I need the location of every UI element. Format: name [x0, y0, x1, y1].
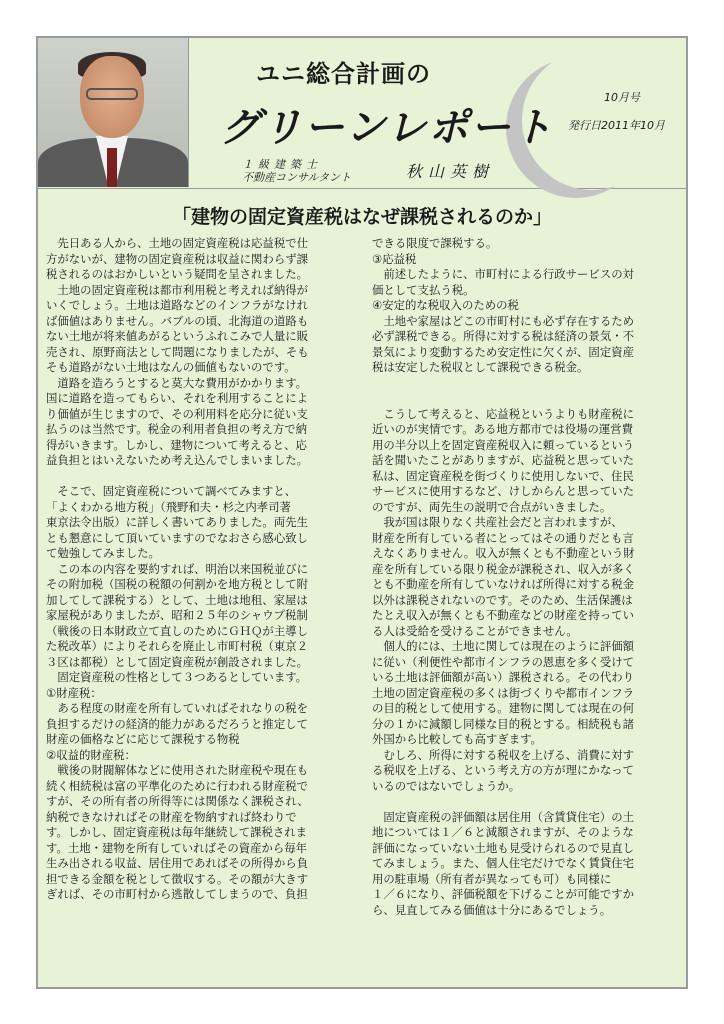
text-line: 続く相続税は富の平準化のために行われる財産税で [46, 778, 308, 793]
author-photo [38, 38, 189, 187]
text-line: てみましょう。また、個人住宅だけでなく賃貸住宅 [372, 856, 634, 870]
text-line: 固定資産税の評価額は居住用（含賃貸住宅）の土 [372, 809, 634, 824]
text-line: ある程度の財産を所有していればそれなりの税を [46, 701, 308, 715]
text-line: そも道路がない土地はなんの価値もないのです。 [46, 360, 296, 374]
text-line: とも懇意にして頂いていますのでなおさら感心致し [46, 530, 308, 545]
text-line: 税は安定した税収として課税できる税金。 [372, 360, 589, 374]
text-line: ぎれば、その市町村から逃散してしまうので、負担 [46, 887, 308, 901]
text-line: 担できる金額を税として徴収する。その額が大きす [46, 871, 308, 886]
text-line: のですが、両先生の説明で合点がいきました。 [372, 499, 612, 514]
text-line [372, 376, 668, 392]
text-line: こうして考えると、応益税というよりも財産税に [372, 406, 634, 421]
text-line: 評価になっていない土地も見受けられるので見直し [372, 840, 634, 855]
text-line: 地については１／６と減額されますが、そのような [372, 825, 634, 839]
text-line: 以外は課税されないのです。そのため、生活保護は [372, 592, 633, 607]
text-line: ３区は都税）として固定資産税が創設されました。 [46, 654, 308, 669]
text-line: とも不動産を所有していなければ所得に対する税金 [372, 577, 634, 591]
text-line: 負担するだけの経済的能力があるだろうと推定して [46, 716, 308, 731]
text-line: 税されるのはおかしいという疑問を呈されました。 [46, 267, 308, 281]
text-line: る税収を上げる、という考え方の方が理にかなって [372, 763, 634, 777]
photo-tie [107, 148, 117, 187]
author-name: 秋山英樹 [406, 162, 495, 181]
text-line: （戦後の日本財政立て直しのためにＧＨＱが主導し [46, 623, 308, 638]
issue-date: 発行日2011年10月 [568, 119, 665, 132]
text-line: ④安定的な税収入のための税 [372, 298, 519, 312]
newsletter-header [38, 38, 686, 189]
text-line: 必ず課税できる。所得に対する税は経済の景気・不 [372, 329, 634, 343]
text-line: 先日ある人から、土地の固定資産税は応益税で仕 [46, 236, 308, 250]
text-line: 固定資産税の性格として３つあるとしています。 [46, 670, 308, 684]
text-line: この本の内容を要約すれば、明治以来国税並びに [46, 561, 308, 576]
text-line: す。土地・建物を所有していればその資産から毎年 [46, 840, 308, 855]
text-line: 加してして課税する）として、土地は地租、家屋は [46, 592, 308, 607]
title-line2: グリーンレポート [220, 105, 555, 151]
text-line: そこで、固定資産税について調べてみますと、 [46, 484, 297, 498]
qualification-architect: １級建築士 [242, 158, 322, 171]
text-line: 話を聞いたことがありますが、応益税と思っていた [372, 453, 634, 467]
text-line [46, 469, 342, 485]
text-line: 売され、原野商法として問題になりましたが、そも [46, 344, 309, 359]
text-line [372, 391, 668, 407]
text-line: えなくありません。収入が無くとも不動産という財 [372, 546, 635, 560]
text-line: 財産を所有している者にとってはその通りだとも言 [372, 530, 634, 545]
text-line: す。しかし、固定資産税は毎年継続して課税されま [46, 825, 308, 839]
text-line: ①財産税： [46, 685, 102, 700]
text-line: 土地の固定資産税は都市利用税と考えれば納得が [46, 282, 308, 297]
text-line: 方がないが、建物の固定資産税は収益に関わらず課 [46, 251, 308, 266]
left-column [46, 236, 342, 903]
text-line: 戦後の財閥解体などに使用された財産税や現在も [46, 763, 308, 777]
text-line: 納税できなければその財産を物納すれば終わりで [46, 809, 297, 824]
text-line: いくでしょう。土地は道路などのインフラがなけれ [46, 298, 308, 312]
text-line: 東京法令出版）に詳しく書いてありました。両先生 [46, 515, 308, 529]
text-line: ない土地が将来値あがるというふれこみで人量に販 [46, 329, 308, 343]
article-headline: 「建物の固定資産税はなぜ課税されるのか」 [171, 206, 552, 228]
text-line: たとえ収入が無くとも不動産などの財産を持ってい [372, 608, 634, 622]
text-line: ②収益的財産税： [46, 747, 136, 762]
text-line: 「よくわかる地方税」（飛野和夫・杉之内孝司著 [46, 499, 291, 514]
text-line: り価値が生じますので、その利用料を応分に従い支 [46, 406, 308, 421]
text-line: 道路を造ろうとすると莫大な費用がかかります。 [46, 375, 308, 390]
text-line: 我が国は限りなく共産社会だと言われますが、 [372, 515, 623, 529]
text-line: て勉強してみました。 [46, 546, 160, 560]
text-line: サービスに使用するなど、けしからんと思っていた [372, 484, 634, 498]
text-line: 景気により変動するため安定性に欠くが、固定資産 [372, 344, 634, 359]
issue-label: 10月号 [604, 91, 640, 104]
text-line: 用の半分以上を固定資産税収入に頼っているという [372, 437, 634, 452]
text-line: 産を所有している限り税金が課税され、収入が多く [372, 561, 635, 576]
text-line: 分の１かに減額し同様な目的税とする。相続税も諸 [372, 716, 634, 731]
text-line: に従い（利便性や都市インフラの恩恵を多く受けて [372, 654, 634, 669]
text-line: 土地の固定資産税の多くは街づくりや都市インフラ [372, 685, 634, 700]
text-line: 国に道路を造ってもらい、それを利用することによ [46, 391, 308, 405]
text-line: ば価値はありません。バブルの頃、北海道の道路も [46, 313, 309, 328]
text-line: 土地や家屋はどこの市町村にも必ず存在するため [372, 313, 634, 328]
text-line: た税改革）によりそれらを廃止し市町村税（東京２ [46, 639, 308, 653]
text-line: 前述したように、市町村による行政サービスの対 [372, 267, 634, 281]
text-line: 益負担とはいえないため考え込んでしまいました。 [46, 453, 308, 467]
text-line: 個人的には、土地に関しては現在のように評価額 [372, 639, 634, 653]
qualification-consultant: 不動産コンサルタント [242, 171, 352, 184]
text-line: むしろ、所得に対する税収を上げる、消費に対す [372, 747, 634, 762]
text-line: ③応益税 [372, 251, 417, 266]
text-line: その附加税（国税の税額の何割かを地方税として附 [46, 577, 308, 591]
right-column [372, 236, 668, 918]
newsletter-frame [36, 36, 688, 989]
text-line: 生み出される収益、居住用であればその所得から負 [46, 856, 308, 870]
text-line: すが、その所有者の所得等には関係なく課税され、 [46, 794, 309, 808]
text-line: いるのではないでしょうか。 [372, 778, 521, 793]
text-line: の目的税として使用する。建物に関しては現在の何 [372, 701, 634, 715]
text-line: 用の駐車場（所有者が異なっても可）も同様に [372, 871, 612, 886]
text-line: いる土地は評価額が高い）課税される。その代わり [372, 670, 634, 684]
text-line: 得がいきます。しかし、建物について考えると、応 [46, 437, 307, 452]
text-line [372, 794, 668, 810]
text-line: 私は、固定資産税を街づくりに使用しないで、住民 [372, 468, 634, 483]
text-line: 財産の価格などに応じて課税する物税 [46, 732, 240, 746]
photo-glasses [86, 88, 138, 100]
text-line: 払うのは当然です。税金の利用者負担の考え方で納 [46, 422, 308, 436]
text-line: 家屋税がありましたが、昭和２５年のシャウプ税制 [46, 608, 308, 622]
text-line: 近いのが実情です。ある地方都市では役場の運営費 [372, 422, 634, 436]
text-line: る人は受給を受けることができません。 [372, 623, 578, 638]
text-line: ら、見直してみる価値は十分にあるでしょう。 [372, 902, 612, 917]
text-line: できる限度で課税する。 [372, 236, 498, 250]
title-line1: ユニ総合計画の [256, 60, 431, 88]
text-line: 価として支払う税。 [372, 282, 475, 297]
text-line: １／６になり、評価税額を下げることが可能ですか [372, 887, 634, 901]
text-line: 外国から比較しても高すぎます。 [372, 732, 542, 746]
